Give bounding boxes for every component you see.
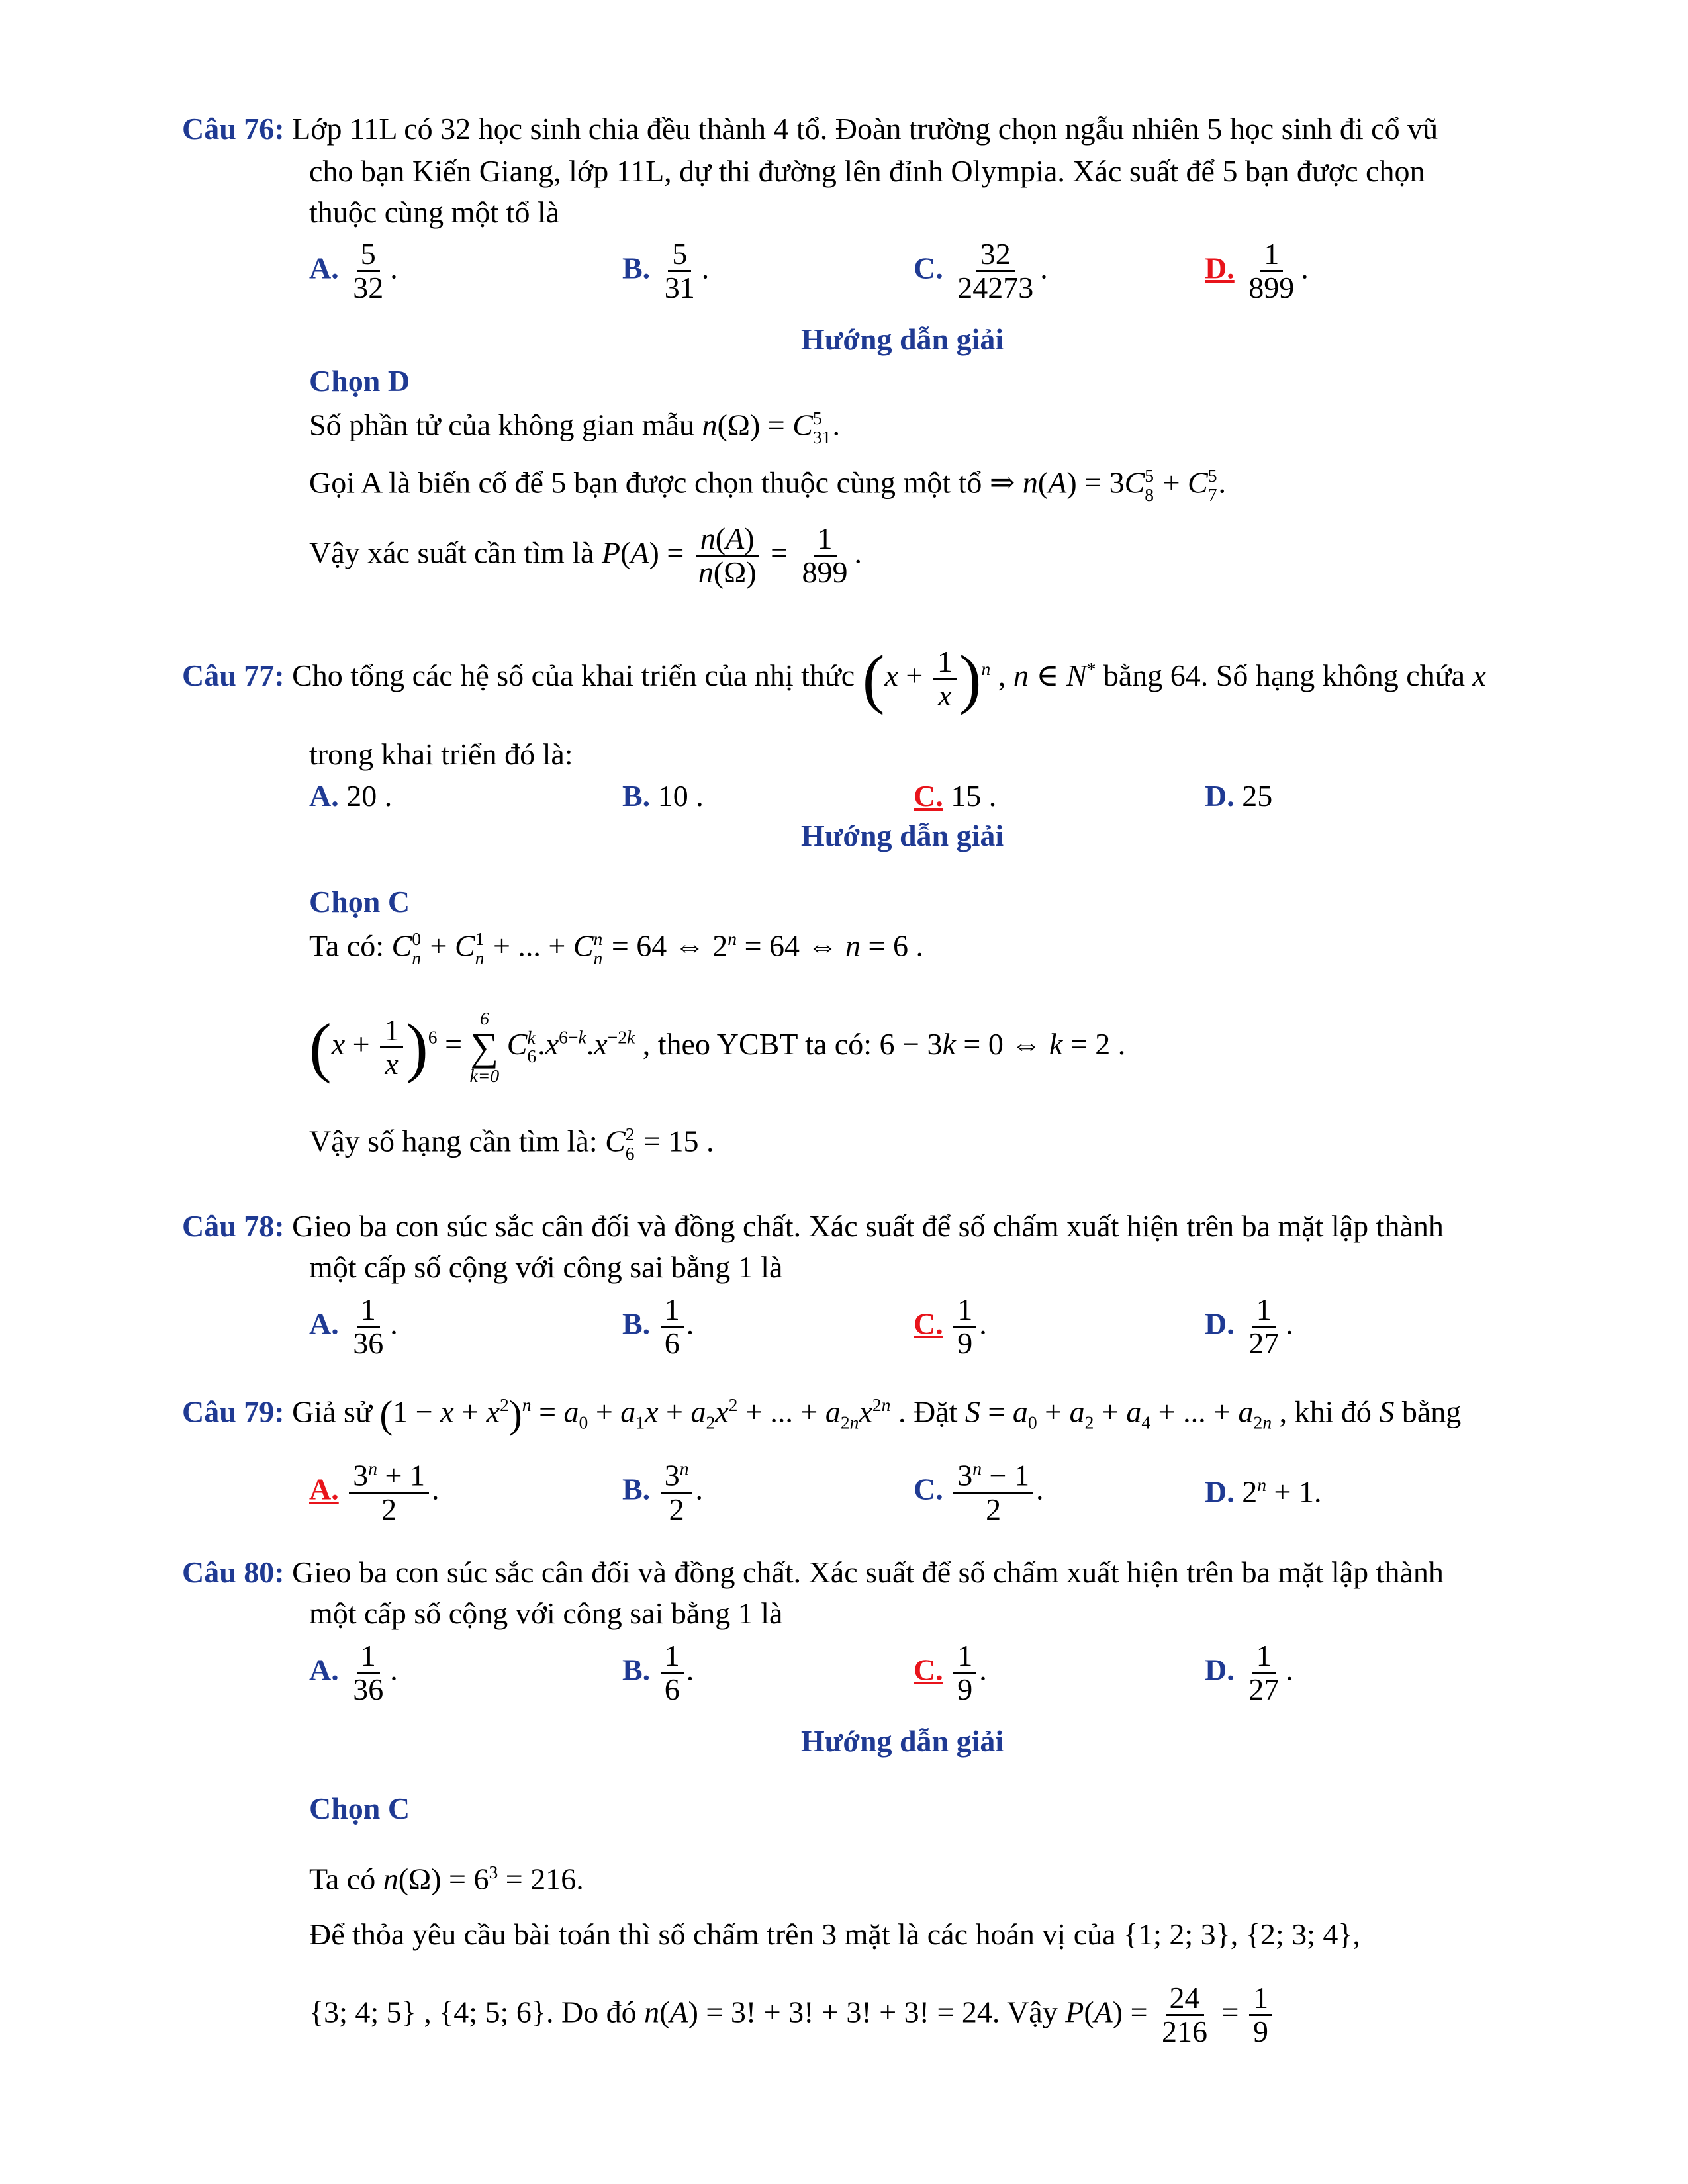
q79-option-a[interactable]: A. $\frac{3^n + 1}{2}$ . (309, 1458, 440, 1526)
q80-option-a[interactable]: A. $\frac{1}{36}$ . (309, 1639, 398, 1707)
question-76-line-1: Câu 76: Lớp 11L có 32 học sinh chia đều thành 4 tổ. Đoàn trường chọn ngẫu nhiên 5 học sinh đi cổ vũ (182, 112, 1438, 146)
question-77-label: Câu 77: (182, 659, 285, 693)
q76-solution-line-1: Số phần tử của không gian mẫu n(Ω) = C 5 31 . (309, 408, 840, 447)
q80-solution-line-2: Để thỏa yêu cầu bài toán thì số chấm trên 3 mặt là các hoán vị của {1; 2; 3}, {2; 3; 4}, (309, 1917, 1360, 1951)
question-76-line-3: thuộc cùng một tổ là (309, 195, 560, 229)
q77-answer-choice: Chọn C (309, 885, 410, 919)
q79-option-d[interactable]: D. $2^n + 1$. (1205, 1475, 1322, 1509)
q78-option-d[interactable]: D. $\frac{1}{27}$ . (1205, 1293, 1293, 1361)
q80-option-c[interactable]: C. $\frac{1}{9}$ . (914, 1639, 987, 1707)
question-78-label: Câu 78: (182, 1209, 285, 1243)
q77-option-c[interactable]: C. 15 . (914, 779, 997, 813)
q77-solution-line-1: Ta có: C 0 n + C 1 n + ... + C n n = 64 ⇔ $2^n = 64$ ⇔ n = 6 . (309, 929, 923, 968)
question-77-line-1: Câu 77: Cho tổng các hệ số của khai triển của nhị thức (x + $\frac{1}{x}$ )$^n$ , n ∈ N* bằng 64. Số hạng không chứa x (182, 641, 1486, 715)
q79-option-c[interactable]: C. $\frac{3^n - 1}{2}$ . (914, 1458, 1044, 1526)
question-80-label: Câu 80: (182, 1555, 285, 1589)
q78-option-b[interactable]: B. $\frac{1}{6}$ . (622, 1293, 694, 1361)
q80-answer-choice: Chọn C (309, 1792, 410, 1825)
question-78-line-2: một cấp số cộng với công sai bằng 1 là (309, 1250, 783, 1284)
q77-option-d[interactable]: D. 25 (1205, 779, 1273, 813)
q76-answer-choice: Chọn D (309, 364, 410, 398)
q77-solution-heading: Hướng dẫn giải (801, 819, 1004, 852)
q77-option-b[interactable]: B. 10 . (622, 779, 704, 813)
q76-solution-line-3: Vậy xác suất cần tìm là P(A) = $\frac{n(A)}{n(\Omega)}$ = $\frac{1}{899}$ . (309, 522, 863, 590)
question-80-line-1: Câu 80: Gieo ba con súc sắc cân đối và đồng chất. Xác suất để số chấm xuất hiện trên ba mặt lập thành (182, 1555, 1444, 1589)
q80-solution-line-3: {3; 4; 5} , {4; 5; 6}. Do đó n(A) = 3! + 3! + 3! + 3! = 24. Vậy P(A) = $\frac{24}{216}$ = $\frac{1}{9}$ (309, 1982, 1275, 2048)
q77-solution-line-3: Vậy số hạng cần tìm là: C 2 6 = 15 . (309, 1124, 714, 1163)
q77-solution-line-2: (x + $\frac{1}{x}$ )$^6$ = 6 ∑ k=0 C k 6 $.x^{6-k}.x^{-2k}$ , theo YCBT ta có: 6 − 3k = 0 ⇔ k = 2 . (309, 1008, 1126, 1087)
question-77-line-2: trong khai triển đó là: (309, 737, 573, 771)
q80-option-b[interactable]: B. $\frac{1}{6}$ . (622, 1639, 694, 1707)
question-78-line-1: Câu 78: Gieo ba con súc sắc cân đối và đồng chất. Xác suất để số chấm xuất hiện trên ba mặt lập thành (182, 1209, 1444, 1243)
q80-solution-heading: Hướng dẫn giải (801, 1724, 1004, 1758)
q77-option-a[interactable]: A. 20 . (309, 779, 393, 813)
q76-solution-line-2: Gọi A là biến cố để 5 bạn được chọn thuộc cùng một tổ ⇒ n(A) = 3C 5 8 + C 5 7 . (309, 465, 1227, 505)
q80-solution-line-1: Ta có $n(\Omega) = 6^3 = 216$. (309, 1862, 584, 1896)
q76-solution-heading: Hướng dẫn giải (801, 322, 1004, 356)
question-79-line-1: Câu 79: Giả sử $(1 - x + x^2)^n = a_0 + a_1x + a_2x^2$ + ... + $a_{2n}x^{2n}$ . Đặt $S = a_0 + a_2 + a_4$ + ... + $a_{2n}$ , khi đó S bằng (182, 1392, 1462, 1436)
q79-option-b[interactable]: B. $\frac{3^n}{2}$ . (622, 1458, 703, 1526)
question-76-label: Câu 76: (182, 112, 285, 146)
q80-option-d[interactable]: D. $\frac{1}{27}$ . (1205, 1639, 1293, 1707)
q76-option-d[interactable]: D. $\frac{1}{899}$ . (1205, 237, 1309, 305)
q76-option-a[interactable]: A. $\frac{5}{32}$ . (309, 237, 398, 305)
question-80-line-2: một cấp số cộng với công sai bằng 1 là (309, 1596, 783, 1630)
q76-option-b[interactable]: B. $\frac{5}{31}$ . (622, 237, 710, 305)
q76-option-c[interactable]: C. $\frac{32}{24273}$ . (914, 237, 1048, 305)
q78-option-a[interactable]: A. $\frac{1}{36}$ . (309, 1293, 398, 1361)
question-76-line-2: cho bạn Kiến Giang, lớp 11L, dự thi đường lên đỉnh Olympia. Xác suất để 5 bạn được chọn (309, 154, 1425, 188)
q78-option-c[interactable]: C. $\frac{1}{9}$ . (914, 1293, 987, 1361)
question-79-label: Câu 79: (182, 1394, 285, 1429)
